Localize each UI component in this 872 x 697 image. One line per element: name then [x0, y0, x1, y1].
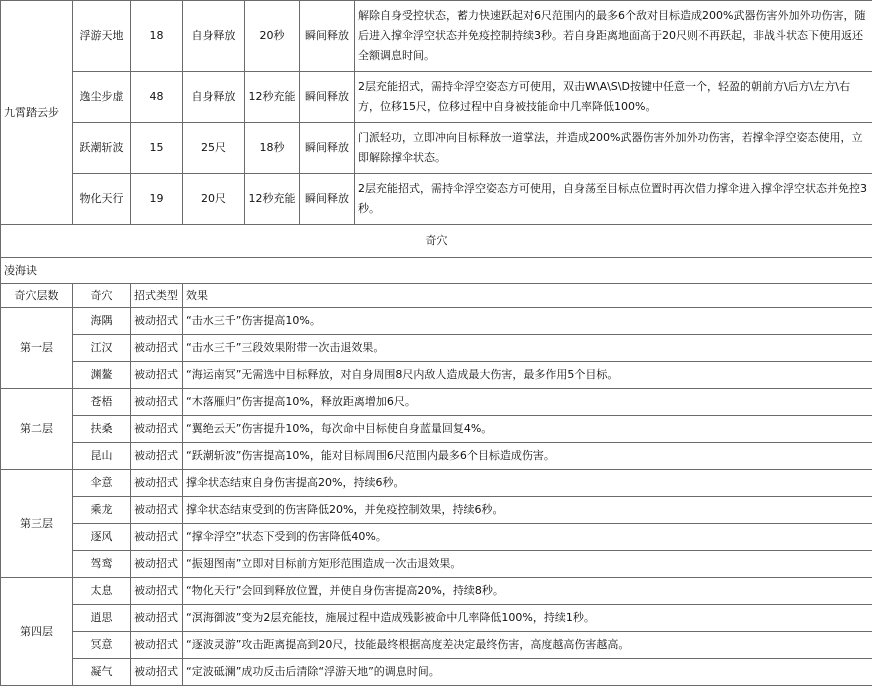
skill-target: 自身释放 — [183, 1, 245, 72]
point-type: 被动招式 — [131, 659, 183, 686]
table-row — [1, 551, 872, 578]
skill-desc: 2层充能招式，需持伞浮空姿态方可使用，自身荡至目标点位置时再次借力撑伞进入撑伞浮空状态并免控3秒。 — [355, 174, 872, 225]
skill-name: 物化天行 — [73, 174, 131, 225]
skill-group-label: 九霄踏云步 — [1, 1, 73, 225]
header-type: 招式类型 — [131, 284, 183, 308]
point-name: 昆山 — [73, 443, 131, 470]
skill-value: 19 — [131, 174, 183, 225]
skill-value: 18 — [131, 1, 183, 72]
skill-value: 48 — [131, 72, 183, 123]
table-row — [1, 416, 872, 443]
skill-name: 跃潮斩波 — [73, 123, 131, 174]
point-effect: “翼绝云天”伤害提升10%，每次命中目标使自身蓝量回复4%。 — [183, 416, 872, 443]
point-effect: “跃潮斩波”伤害提高10%，能对目标周围6尺范围内最多6个目标造成伤害。 — [183, 443, 872, 470]
table-row — [1, 335, 872, 362]
point-name: 乘龙 — [73, 497, 131, 524]
skill-row — [1, 123, 872, 174]
table-row — [1, 308, 872, 335]
skill-cast: 瞬间释放 — [300, 1, 355, 72]
table-row — [1, 497, 872, 524]
point-name: 驾鸾 — [73, 551, 131, 578]
point-effect: “击水三千”伤害提高10%。 — [183, 308, 872, 335]
skill-cast: 瞬间释放 — [300, 123, 355, 174]
point-name: 太息 — [73, 578, 131, 605]
skill-row — [1, 174, 872, 225]
header-effect: 效果 — [183, 284, 872, 308]
table-row — [1, 362, 872, 389]
point-effect: 撑伞状态结束自身伤害提高20%，持续6秒。 — [183, 470, 872, 497]
skill-target: 20尺 — [183, 174, 245, 225]
skill-cooldown: 12秒充能 — [245, 174, 300, 225]
skill-cast: 瞬间释放 — [300, 72, 355, 123]
point-type: 被动招式 — [131, 416, 183, 443]
point-name: 冥意 — [73, 632, 131, 659]
point-type: 被动招式 — [131, 551, 183, 578]
header-row — [1, 284, 872, 308]
layer-label: 第三层 — [1, 470, 73, 578]
table-row — [1, 659, 872, 686]
table-row — [1, 524, 872, 551]
point-type: 被动招式 — [131, 632, 183, 659]
point-effect: “击水三千”三段效果附带一次击退效果。 — [183, 335, 872, 362]
skill-row — [1, 1, 872, 72]
point-effect: 撑伞状态结束受到的伤害降低20%，并免疫控制效果，持续6秒。 — [183, 497, 872, 524]
point-name: 江汉 — [73, 335, 131, 362]
skill-row — [1, 72, 872, 123]
point-name: 逍思 — [73, 605, 131, 632]
skill-cast: 瞬间释放 — [300, 174, 355, 225]
table-row — [1, 389, 872, 416]
layer-label: 第一层 — [1, 308, 73, 389]
skill-name: 浮游天地 — [73, 1, 131, 72]
table-row — [1, 605, 872, 632]
skill-desc: 解除自身受控状态，蓄力快速跃起对6尺范围内的最多6个敌对目标造成200%武器伤害外加外功伤害，随后进入撑伞浮空状态并免疫控制持续3秒。若自身距离地面高于20尺则不再跃起，非战斗状态下使用返还全额调息时间。 — [355, 1, 872, 72]
layer-label: 第二层 — [1, 389, 73, 470]
point-effect: “溟海御波”变为2层充能技，施展过程中造成残影被命中几率降低100%，持续1秒。 — [183, 605, 872, 632]
skill-desc: 2层充能招式，需持伞浮空姿态方可使用，双击W\A\S\D按键中任意一个，轻盈的朝前方\后方\左方\右方，位移15尺，位移过程中自身被技能命中几率降低100%。 — [355, 72, 872, 123]
point-name: 苍梧 — [73, 389, 131, 416]
point-effect: “撑伞浮空”状态下受到的伤害降低40%。 — [183, 524, 872, 551]
table-row — [1, 470, 872, 497]
skills-table — [0, 0, 872, 225]
point-name: 海隅 — [73, 308, 131, 335]
skill-target: 25尺 — [183, 123, 245, 174]
section-title: 奇穴 — [1, 225, 872, 258]
point-type: 被动招式 — [131, 470, 183, 497]
point-effect: “物化天行”会回到释放位置，并使自身伤害提高20%，持续8秒。 — [183, 578, 872, 605]
skill-desc: 门派轻功，立即冲向目标释放一道掌法，并造成200%武器伤害外加外功伤害，若撑伞浮空姿态使用，立即解除撑伞状态。 — [355, 123, 872, 174]
point-type: 被动招式 — [131, 497, 183, 524]
skill-name: 逸尘步虚 — [73, 72, 131, 123]
table-row — [1, 443, 872, 470]
point-name: 逐风 — [73, 524, 131, 551]
point-effect: “振翅图南”立即对目标前方矩形范围造成一次击退效果。 — [183, 551, 872, 578]
point-effect: “木落雁归”伤害提高10%，释放距离增加6尺。 — [183, 389, 872, 416]
header-point: 奇穴 — [73, 284, 131, 308]
point-effect: “逐波灵游”攻击距离提高到20尺，技能最终根据高度差决定最终伤害，高度越高伤害越高。 — [183, 632, 872, 659]
point-name: 凝气 — [73, 659, 131, 686]
point-type: 被动招式 — [131, 308, 183, 335]
point-type: 被动招式 — [131, 335, 183, 362]
point-name: 渊鳌 — [73, 362, 131, 389]
point-name: 扶桑 — [73, 416, 131, 443]
point-type: 被动招式 — [131, 389, 183, 416]
skill-cooldown: 12秒充能 — [245, 72, 300, 123]
table-row — [1, 632, 872, 659]
point-name: 伞意 — [73, 470, 131, 497]
point-effect: “定波砥澜”成功反击后清除“浮游天地”的调息时间。 — [183, 659, 872, 686]
skill-target: 自身释放 — [183, 72, 245, 123]
layer-label: 第四层 — [1, 578, 73, 686]
point-type: 被动招式 — [131, 362, 183, 389]
header-layer: 奇穴层数 — [1, 284, 73, 308]
point-effect: “海运南冥”无需选中目标释放，对自身周围8尺内敌人造成最大伤害，最多作用5个目标。 — [183, 362, 872, 389]
point-type: 被动招式 — [131, 524, 183, 551]
point-type: 被动招式 — [131, 443, 183, 470]
table-row — [1, 578, 872, 605]
qixue-table — [0, 224, 872, 686]
point-type: 被动招式 — [131, 578, 183, 605]
point-type: 被动招式 — [131, 605, 183, 632]
skill-value: 15 — [131, 123, 183, 174]
skill-cooldown: 18秒 — [245, 123, 300, 174]
skill-cooldown: 20秒 — [245, 1, 300, 72]
qixue-name: 凌海诀 — [1, 258, 872, 284]
